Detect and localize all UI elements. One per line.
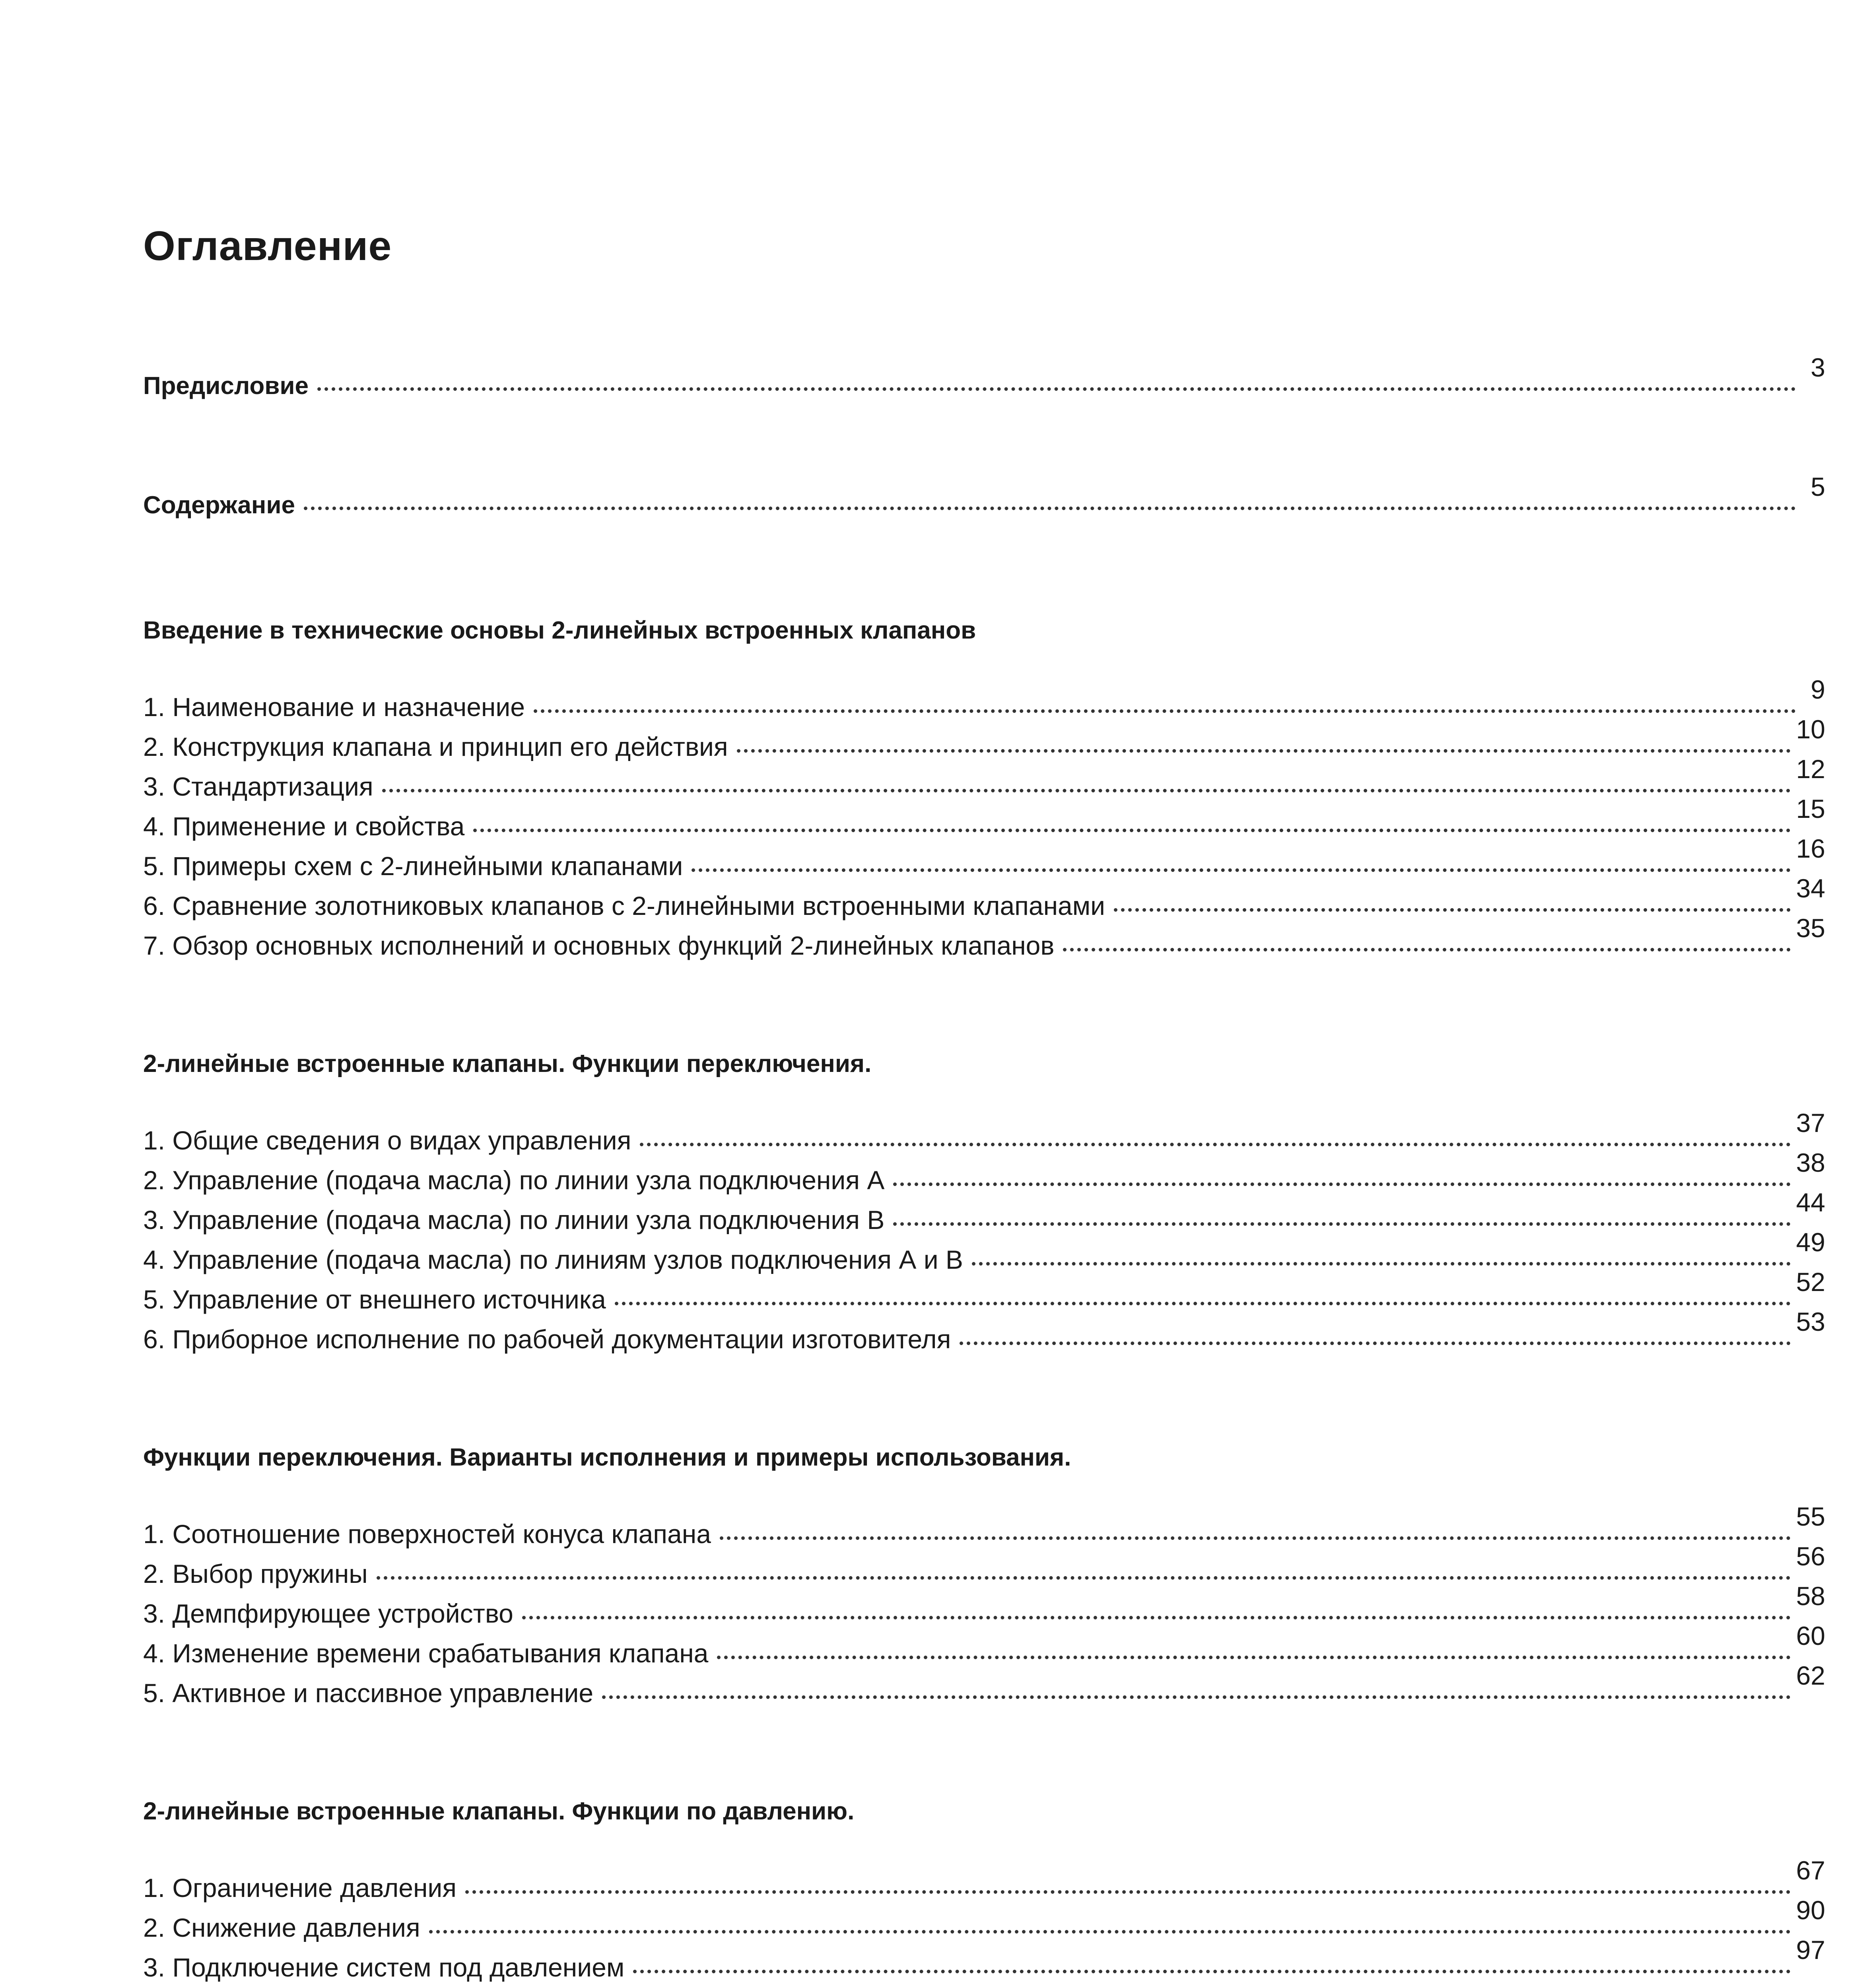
entry-label: 4. Применение и свойства: [143, 812, 465, 841]
entry-page: 52: [1796, 1267, 1825, 1297]
entry-page: 44: [1796, 1188, 1825, 1217]
toc-entry[interactable]: [143, 874, 1825, 930]
entry-label: 1. Наименование и назначение: [143, 692, 525, 722]
dot-leader: [465, 1890, 1791, 1894]
entry-label: Содержание: [143, 491, 295, 519]
dot-leader: [893, 1182, 1790, 1186]
toc-entry[interactable]: [143, 1307, 1825, 1364]
toc-entry[interactable]: [143, 794, 1825, 851]
entry-label: 5. Управление от внешнего источника: [143, 1285, 606, 1314]
entry-label: 5. Активное и пассивное управление: [143, 1678, 594, 1708]
entry-page: 60: [1796, 1621, 1825, 1650]
entry-label: 7. Обзор основных исполнений и основных функций 2-линейных клапанов: [143, 931, 1055, 960]
dot-leader: [717, 1656, 1790, 1659]
entry-label: 6. Сравнение золотниковых клапанов с 2-линейными встроенными клапанами: [143, 891, 1105, 920]
toc-entry[interactable]: [143, 675, 1825, 732]
entry-label: 4. Изменение времени срабатывания клапана: [143, 1639, 709, 1668]
entry-label: 6. Приборное исполнение по рабочей документации изготовителя: [143, 1324, 951, 1354]
entry-page: 55: [1796, 1502, 1825, 1531]
entry-label: 3. Демпфирующее устройство: [143, 1599, 513, 1628]
entry-page: 62: [1796, 1661, 1825, 1690]
dot-leader: [382, 789, 1791, 792]
entry-page: 58: [1796, 1581, 1825, 1611]
toc-entry[interactable]: [143, 1581, 1825, 1638]
toc-page: [143, 0, 1825, 1988]
toc-entry[interactable]: [143, 1188, 1825, 1244]
entry-label: 3. Подключение систем под давлением: [143, 1953, 625, 1982]
toc-entry[interactable]: [143, 1267, 1825, 1324]
entry-label: 5. Примеры схем с 2-линейными клапанами: [143, 851, 683, 881]
dot-leader: [602, 1695, 1790, 1699]
toc-entry[interactable]: [143, 1502, 1825, 1559]
entry-label: 4. Управление (подача масла) по линиям узлов подключения А и В: [143, 1245, 963, 1274]
dot-leader: [972, 1262, 1791, 1266]
entry-page: 3: [1811, 353, 1825, 382]
dot-leader: [640, 1143, 1790, 1146]
entry-label: 3. Управление (подача масла) по линии узла подключения В: [143, 1205, 885, 1235]
entry-label: 1. Общие сведения о видах управления: [143, 1126, 631, 1155]
section-heading: 2-линейные встроенные клапаны. Функции по давлению.: [143, 1798, 855, 1825]
toc-entry[interactable]: [143, 754, 1825, 811]
toc-entry[interactable]: [143, 1227, 1825, 1284]
dot-leader: [737, 749, 1791, 753]
dot-leader: [615, 1302, 1791, 1305]
entry-page: 35: [1796, 913, 1825, 943]
dot-leader: [429, 1930, 1791, 1934]
entry-page: 9: [1811, 675, 1825, 704]
entry-page: 34: [1796, 874, 1825, 903]
entry-page: 49: [1796, 1227, 1825, 1257]
entry-page: 5: [1811, 472, 1825, 501]
entry-page: 38: [1796, 1148, 1825, 1177]
entry-label: Предисловие: [143, 372, 309, 400]
dot-leader: [893, 1222, 1790, 1226]
dot-leader: [377, 1576, 1791, 1580]
toc-entry-contents[interactable]: [143, 472, 1825, 529]
section-heading: Введение в технические основы 2-линейных встроенных клапанов: [143, 617, 976, 644]
entry-label: 2. Управление (подача масла) по линии узла подключения А: [143, 1165, 885, 1195]
entry-page: 37: [1796, 1108, 1825, 1138]
entry-label: 2. Конструкция клапана и принцип его действия: [143, 732, 728, 761]
toc-entry[interactable]: [143, 1541, 1825, 1598]
page-title: Оглавление: [143, 223, 392, 269]
section-heading: 2-линейные встроенные клапаны. Функции переключения.: [143, 1050, 872, 1077]
toc-entry[interactable]: [143, 1108, 1825, 1165]
entry-page: 10: [1796, 714, 1825, 744]
dot-leader: [960, 1342, 1790, 1345]
entry-page: 56: [1796, 1541, 1825, 1571]
toc-entry[interactable]: [143, 1148, 1825, 1205]
entry-page: 53: [1796, 1307, 1825, 1336]
entry-page: 97: [1796, 1935, 1825, 1965]
entry-label: 1. Соотношение поверхностей конуса клапана: [143, 1519, 711, 1549]
entry-label: 1. Ограничение давления: [143, 1873, 457, 1903]
dot-leader: [534, 709, 1796, 713]
dot-leader: [522, 1616, 1791, 1619]
toc-entry[interactable]: [143, 913, 1825, 970]
toc-entry[interactable]: [143, 1935, 1825, 1988]
toc-entry[interactable]: [143, 834, 1825, 891]
section-heading: Функции переключения. Варианты исполнения и примеры использования.: [143, 1444, 1071, 1471]
toc-entry[interactable]: [143, 1895, 1825, 1952]
entry-page: 15: [1796, 794, 1825, 823]
dot-leader: [473, 829, 1790, 832]
dot-leader: [1063, 948, 1790, 951]
entry-label: 2. Выбор пружины: [143, 1559, 368, 1588]
entry-page: 12: [1796, 754, 1825, 784]
dot-leader: [692, 868, 1790, 872]
dot-leader: [633, 1970, 1790, 1973]
toc-entry[interactable]: [143, 1621, 1825, 1678]
dot-leader: [304, 507, 1796, 510]
toc-entry[interactable]: [143, 1661, 1825, 1718]
dot-leader: [1114, 908, 1791, 912]
dot-leader: [317, 387, 1796, 391]
entry-page: 90: [1796, 1895, 1825, 1925]
toc-entry[interactable]: [143, 1856, 1825, 1912]
dot-leader: [720, 1536, 1791, 1540]
entry-page: 16: [1796, 834, 1825, 863]
entry-label: 3. Стандартизация: [143, 772, 373, 801]
toc-entry-preface[interactable]: [143, 353, 1825, 410]
entry-label: 2. Снижение давления: [143, 1913, 420, 1942]
toc-entry[interactable]: [143, 714, 1825, 771]
entry-page: 67: [1796, 1856, 1825, 1885]
